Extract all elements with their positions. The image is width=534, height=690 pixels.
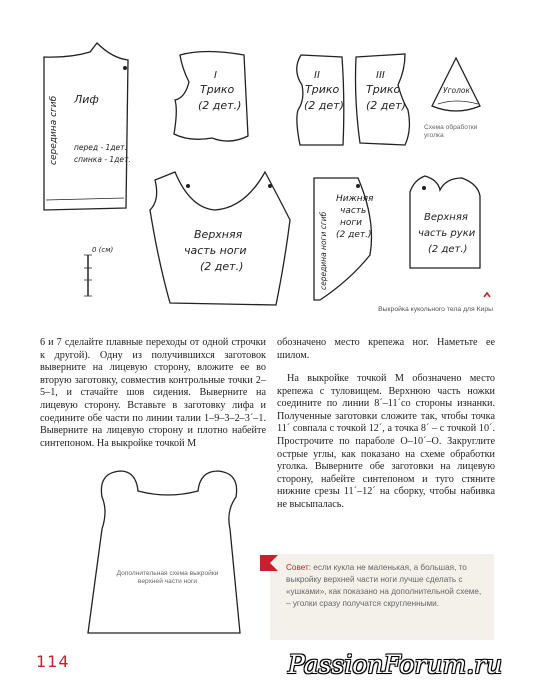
upper-leg-label-1: Верхняя bbox=[194, 228, 243, 241]
tricot-piece-1 bbox=[174, 52, 248, 142]
upper-leg-label-2: часть ноги bbox=[184, 244, 247, 257]
roman-2: II bbox=[314, 70, 320, 81]
roman-3: III bbox=[376, 70, 385, 81]
watermark: PassionForum.ru bbox=[288, 650, 503, 679]
tip-body: если кукла не маленькая, а большая, то выкройку верхней части ноги лучше сделать с «ушками», как показано на дополнительной схеме, – уголки сразу получатся скругленными. bbox=[286, 563, 482, 608]
tricot-2-count: (2 дет) bbox=[304, 99, 344, 112]
mini-schema-caption: Дополнительная схема выкройки верхней части ноги bbox=[116, 570, 219, 586]
paragraph-left: 6 и 7 сделайте плавные переходы от одной строчки к другой). Одну из получившихся заготовок выверните на лицевую сторону, вложите ее во вторую заготовку, совместив контрольные точки 2–5–1, и стачайте шов сидения. Выверните на лицевую сторону. Вставьте в заготовку лифа и соедините обе части по линии талии 1–9–3–2–3´–1. Выверните на лицевую сторону и плотно набейте синтепоном. На выкройке точкой М bbox=[40, 337, 266, 449]
lower-leg-side-label: середина ноги сгиб bbox=[319, 211, 328, 290]
ribbon-arrow-icon bbox=[258, 551, 282, 575]
tip-box bbox=[270, 554, 494, 640]
scale-label: 0 (см) bbox=[92, 246, 114, 254]
lower-leg-label-3: ноги bbox=[340, 218, 362, 228]
tricot-3-label: Трико bbox=[366, 83, 401, 96]
text-column-right bbox=[277, 373, 495, 512]
bodice-label: Лиф bbox=[74, 93, 99, 106]
tricot-1-label: Трико bbox=[200, 83, 235, 96]
figure-caption: Выкройка кукольного тела для Киры bbox=[378, 306, 493, 313]
paragraph-right-1: обозначено место крепежа ног. Наметьте ее шилом. bbox=[277, 337, 495, 361]
corner-label: Уголок bbox=[443, 86, 471, 95]
tip-label: Совет: bbox=[286, 563, 312, 572]
page-number: 114 bbox=[36, 652, 70, 671]
upper-arm-label-3: (2 дет.) bbox=[428, 244, 468, 255]
tricot-3-count: (2 дет) bbox=[366, 99, 406, 112]
fold-label: середина сгиб bbox=[49, 95, 59, 165]
tricot-1-count: (2 дет.) bbox=[198, 99, 242, 112]
upper-leg-label-3: (2 дет.) bbox=[200, 260, 244, 273]
lower-leg-label-2: часть bbox=[340, 206, 367, 216]
lower-leg-label-4: (2 дет.) bbox=[336, 230, 372, 240]
text-column-right-top bbox=[277, 337, 495, 362]
chevron-up-icon bbox=[483, 291, 491, 299]
corner-caption: Схема обработки уголка bbox=[424, 124, 478, 139]
upper-arm-label-2: часть руки bbox=[418, 228, 476, 239]
upper-arm-label-1: Верхняя bbox=[424, 212, 468, 223]
front-label: перед - 1дет. bbox=[74, 143, 127, 152]
roman-1: I bbox=[214, 70, 217, 81]
back-label: спинка - 1дет. bbox=[74, 155, 131, 164]
paragraph-right-2: На выкройке точкой М обозначено место крепежа с туловищем. Верхнюю часть ножки соедините по линии 8´–11´со стороны изнанки. Полученные заготовки сложите так, чтобы точка 11´ совпала с точкой 12´, а точка 8´ – с точкой 10´. Прострочите по параболе О–10´–О. Закруглите острые углы, как показано на схеме обработки уголка. Выверните обе заготовки на лицевую сторону, набейте синтепоном и туго стяните нижние срезы 11´–12´ на сборку, чтобы набивка не высыпалась. bbox=[277, 373, 495, 510]
tricot-2-label: Трико bbox=[305, 83, 340, 96]
text-column-left bbox=[40, 337, 266, 450]
mini-schema-figure bbox=[80, 465, 260, 635]
tip-text bbox=[286, 562, 486, 610]
lower-leg-label-1: Нижняя bbox=[336, 194, 374, 204]
pattern-figure bbox=[0, 0, 534, 335]
